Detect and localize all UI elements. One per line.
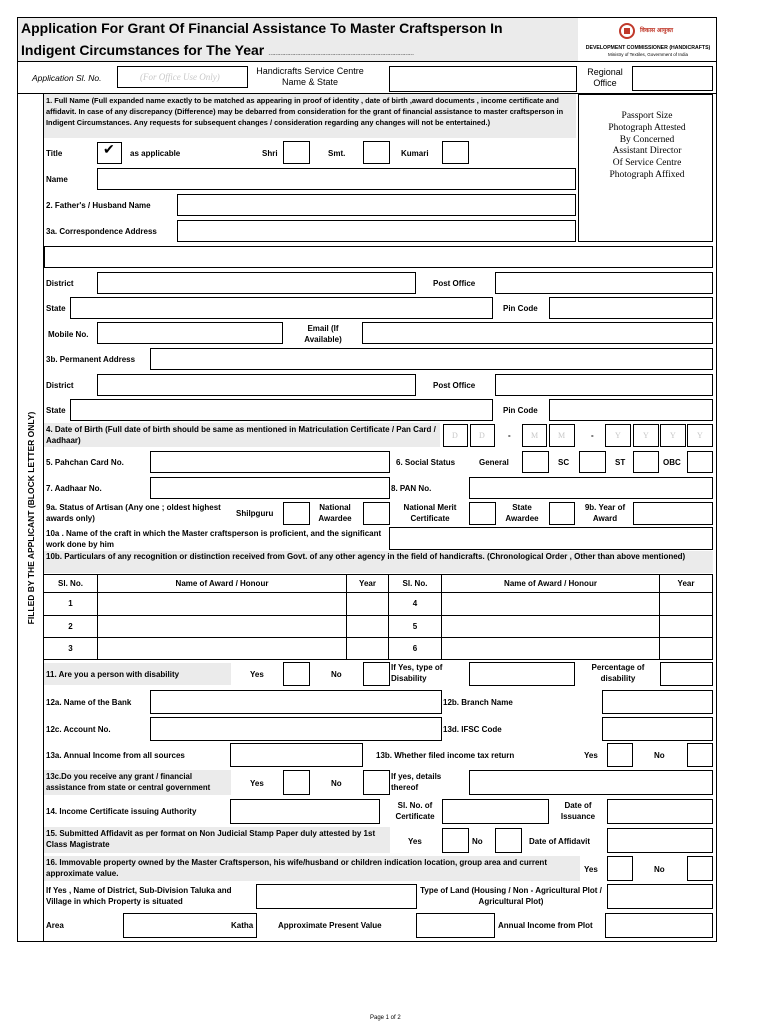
national-merit-label: National Merit Certificate — [403, 503, 457, 523]
title-label: Title — [46, 149, 63, 158]
dob-y1: Y — [615, 431, 621, 440]
property-no-checkbox[interactable] — [687, 856, 713, 881]
year-of-award-field[interactable] — [633, 502, 713, 525]
th-year-right: Year — [677, 579, 695, 588]
ifsc-field[interactable] — [602, 717, 713, 741]
dob-year-1[interactable] — [605, 424, 631, 447]
year-of-award-label: 9b. Year of Award — [584, 503, 626, 523]
table-row-sl: 2 — [68, 622, 73, 631]
tax-return-no-checkbox[interactable] — [687, 743, 713, 767]
craft-field[interactable] — [389, 527, 713, 550]
property-no-label: No — [654, 865, 665, 874]
grant-details-field[interactable] — [469, 770, 713, 795]
pin-code-field[interactable] — [549, 297, 713, 319]
affidavit-no-checkbox[interactable] — [495, 828, 522, 853]
land-type-label: Type of Land (Housing / Non - Agricultural Plot / Agricultural Plot) — [420, 886, 602, 906]
cert-sl-no-label: Sl. No. of Certificate — [395, 801, 435, 821]
disability-no-label: No — [331, 670, 342, 679]
dob-year-2[interactable] — [633, 424, 659, 447]
aadhaar-field[interactable] — [150, 477, 390, 499]
header-rule — [17, 61, 717, 62]
table-row-sl: 4 — [412, 599, 418, 608]
logo-org: DEVELOPMENT COMMISSIONER (HANDICRAFTS) — [585, 45, 711, 51]
pahchan-label: 5. Pahchan Card No. — [46, 458, 124, 467]
award-cell-3[interactable] — [98, 638, 346, 659]
office-use-note: (For Office Use Only) — [140, 72, 220, 82]
katha-label: Katha — [231, 921, 254, 930]
dob-y3: Y — [670, 431, 676, 440]
dob-month-1[interactable] — [522, 424, 547, 447]
state-field[interactable] — [70, 297, 493, 319]
shilpguru-checkbox[interactable] — [283, 502, 310, 525]
dob-d1: D — [452, 431, 458, 440]
district-label: District — [46, 279, 74, 288]
regional-office-field[interactable] — [632, 66, 713, 91]
plot-income-label: Annual Income from Plot — [498, 921, 593, 930]
perm-district-label: District — [46, 381, 74, 390]
dc-logo-icon — [616, 22, 638, 40]
shilpguru-label: Shilpguru — [236, 509, 274, 518]
pan-label: 8. PAN No. — [391, 484, 432, 493]
tax-return-yes-checkbox[interactable] — [607, 743, 633, 767]
photo-instructions: Passport Size Photograph Attested By Concerned Assistant Director Of Service Centre Photograph Affixed — [608, 111, 686, 180]
dob-dash-1: - — [508, 431, 511, 440]
perm-post-office-field[interactable] — [495, 374, 713, 396]
bank-name-label: 12a. Name of the Bank — [46, 698, 132, 707]
property-yes-label: Yes — [584, 865, 598, 874]
dob-y2: Y — [643, 431, 649, 440]
mobile-label: Mobile No. — [48, 330, 89, 339]
perm-state-label: State — [46, 406, 66, 415]
property-yes-checkbox[interactable] — [607, 856, 633, 881]
date-of-issuance-field[interactable] — [607, 799, 713, 824]
photo-box[interactable] — [578, 94, 713, 242]
disability-percentage-field[interactable] — [660, 662, 713, 686]
table-row-sl: 6 — [412, 644, 418, 653]
dob-y4: Y — [697, 431, 703, 440]
income-cert-field[interactable] — [230, 799, 380, 824]
annual-income-field[interactable] — [230, 743, 363, 767]
land-type-field[interactable] — [607, 884, 713, 909]
table-row-sl: 1 — [68, 599, 73, 608]
annual-income-label: 13a. Annual Income from all sources — [46, 751, 185, 760]
smt-checkbox[interactable] — [363, 141, 390, 164]
application-sl-label: Application Sl. No. — [32, 73, 102, 83]
disability-type-label: If Yes, type of Disability — [391, 663, 443, 683]
award-cell-2[interactable] — [98, 616, 346, 637]
obc-checkbox[interactable] — [687, 451, 713, 473]
disability-yes-checkbox[interactable] — [283, 662, 310, 686]
general-checkbox[interactable] — [522, 451, 549, 473]
th-award-name-right: Name of Award / Honour — [504, 579, 597, 588]
dob-m2: M — [558, 431, 566, 440]
obc-label: OBC — [663, 458, 681, 467]
property-label: 16. Immovable property owned by the Master Craftsperson, his wife/husband or children indication location, group area and current approximate value. — [46, 858, 547, 878]
as-applicable-label: as applicable — [130, 149, 181, 158]
perm-pin-code-field[interactable] — [549, 399, 713, 421]
dob-year-3[interactable] — [660, 424, 686, 447]
cert-sl-no-field[interactable] — [442, 799, 549, 824]
social-status-label: 6. Social Status — [396, 458, 456, 467]
state-label: State — [46, 304, 66, 313]
logo-hindi: विकास आयुक्त — [640, 28, 674, 34]
bank-name-field[interactable] — [150, 690, 442, 714]
grant-details-label: If yes, details thereof — [391, 772, 442, 792]
property-location-field[interactable] — [256, 884, 417, 909]
grant-no-checkbox[interactable] — [363, 770, 390, 795]
award-cell-4[interactable] — [442, 593, 659, 615]
tax-return-no-label: No — [654, 751, 665, 760]
disability-yes-label: Yes — [250, 670, 264, 679]
th-sl-no-right: Sl. No. — [402, 579, 428, 588]
permanent-address-field[interactable] — [150, 348, 713, 370]
th-sl-no-left: Sl. No. — [58, 579, 83, 588]
disability-type-field[interactable] — [469, 662, 575, 686]
perm-district-field[interactable] — [97, 374, 416, 396]
tax-return-yes-label: Yes — [584, 751, 598, 760]
table-row-sl: 3 — [68, 644, 73, 653]
form-title-line1: Application For Grant Of Financial Assistance To Master Craftsperson In — [21, 20, 503, 36]
year-field[interactable]: …………………………………………………………………………… — [268, 51, 414, 57]
full-name-instructions: 1. Full Name (Full expanded name exactly to be matched as appearing in proof of identity , date of birth ,award documents , income certificate and affidavit. In case of any discrepancy (Difference) may be debarred from consideration for the grant of financial assistance to master craftsperson in Indigent Circumstances. Any requests for subsequent changes / consideration regarding any changes will not be entertained.) — [46, 96, 564, 127]
affidavit-date-label: Date of Affidavit — [529, 837, 591, 846]
state-awardee-label: State Awardee — [505, 503, 539, 523]
income-cert-label: 14. Income Certificate issuing Authority — [46, 807, 197, 816]
kumari-checkbox[interactable] — [442, 141, 469, 164]
general-label: General — [479, 458, 509, 467]
approx-value-label: Approximate Present Value — [278, 921, 382, 930]
recognition-label: 10b. Particulars of any recognition or distinction received from Govt. of any other agency in the field of handicrafts. (Chronological Order , Other than above mentioned) — [46, 552, 686, 561]
dob-day-1[interactable] — [443, 424, 468, 447]
disability-no-checkbox[interactable] — [363, 662, 390, 686]
pin-code-label: Pin Code — [503, 304, 538, 313]
national-awardee-checkbox[interactable] — [363, 502, 390, 525]
affidavit-label: 15. Submitted Affidavit as per format on Non Judicial Stamp Paper duly attested by 1st Class Magistrate — [46, 829, 376, 849]
area-label: Area — [46, 921, 64, 930]
permanent-address-label: 3b. Permanent Address — [46, 355, 136, 364]
table-row-sl: 5 — [412, 622, 418, 631]
tax-return-label: 13b. Whether filed income tax return — [376, 751, 515, 760]
awards-table — [44, 574, 713, 660]
pahchan-field[interactable] — [150, 451, 390, 473]
disability-percentage-label: Percentage of disability — [591, 663, 645, 683]
st-label: ST — [615, 458, 626, 467]
dob-d2: D — [479, 431, 485, 440]
mobile-field[interactable] — [97, 322, 283, 344]
approx-value-field[interactable] — [416, 913, 495, 938]
email-label: Email (If Available) — [304, 324, 342, 344]
correspondence-address-field[interactable] — [177, 220, 576, 242]
disability-label: 11. Are you a person with disability — [46, 670, 180, 679]
post-office-field[interactable] — [495, 272, 713, 294]
grant-yes-checkbox[interactable] — [283, 770, 310, 795]
hsc-field[interactable] — [389, 66, 577, 92]
perm-post-office-label: Post Office — [433, 381, 476, 390]
grant-yes-label: Yes — [250, 779, 264, 788]
sc-label: SC — [558, 458, 570, 467]
national-merit-checkbox[interactable] — [469, 502, 496, 525]
shri-checkbox[interactable] — [283, 141, 310, 164]
name-label: Name — [46, 175, 68, 184]
plot-income-field[interactable] — [605, 913, 713, 938]
award-cell-6[interactable] — [442, 638, 659, 659]
award-cell-5[interactable] — [442, 616, 659, 637]
affidavit-date-field[interactable] — [607, 828, 713, 853]
property-location-label: If Yes , Name of District, Sub-Division Taluka and Village in which Property is situated — [46, 886, 232, 906]
grant-no-label: No — [331, 779, 342, 788]
date-of-issuance-label: Date of Issuance — [560, 801, 596, 821]
dob-month-2[interactable] — [549, 424, 575, 447]
email-field[interactable] — [362, 322, 713, 344]
dob-year-4[interactable] — [687, 424, 713, 447]
correspondence-address-label: 3a. Correspondence Address — [46, 227, 157, 236]
ifsc-label: 13d. IFSC Code — [443, 725, 502, 734]
post-office-label: Post Office — [433, 279, 476, 288]
affidavit-yes-label: Yes — [408, 837, 422, 846]
kumari-label: Kumari — [401, 149, 429, 158]
craft-label: 10a . Name of the craft in which the Master craftsperson is proficient, and the significant work done by him — [46, 529, 382, 549]
correspondence-address-line2[interactable] — [44, 246, 713, 268]
pan-field[interactable] — [469, 477, 713, 499]
branch-name-field[interactable] — [602, 690, 713, 714]
account-no-label: 12c. Account No. — [46, 725, 111, 734]
form-title-line2: Indigent Circumstances for The Year …………………………………………………………………………… — [21, 42, 414, 58]
national-awardee-label: National Awardee — [318, 503, 352, 523]
check-mark-icon: ✔ — [103, 141, 115, 157]
side-column-rule — [43, 93, 44, 942]
shri-label: Shri — [262, 149, 278, 158]
state-awardee-checkbox[interactable] — [549, 502, 575, 525]
artisan-status-label: 9a. Status of Artisan (Any one ; oldest highest awards only) — [46, 503, 221, 523]
smt-label: Smt. — [328, 149, 346, 158]
award-cell-1[interactable] — [98, 593, 346, 615]
father-name-field[interactable] — [177, 194, 576, 216]
father-name-label: 2. Father's / Husband Name — [46, 201, 151, 210]
th-year-left: Year — [359, 579, 376, 588]
name-field[interactable] — [97, 168, 576, 190]
st-checkbox[interactable] — [633, 451, 659, 473]
side-label: FILLED BY THE APPLICANT (BLOCK LETTER ONLY) — [26, 411, 36, 625]
grant-label: 13c.Do you receive any grant / financial assistance from state or central government — [46, 772, 211, 792]
logo-ministry: Ministry of Textiles, Government of India — [608, 52, 688, 57]
perm-state-field[interactable] — [70, 399, 493, 421]
dc-handicrafts-logo — [580, 20, 716, 60]
dob-day-2[interactable] — [470, 424, 495, 447]
account-no-field[interactable] — [150, 717, 442, 741]
dob-m1: M — [531, 431, 539, 440]
perm-pin-code-label: Pin Code — [503, 406, 538, 415]
affidavit-no-label: No — [472, 837, 483, 846]
district-field[interactable] — [97, 272, 416, 294]
dob-dash-2: - — [591, 431, 594, 440]
hsc-label: Handicrafts Service Centre Name & State — [256, 66, 364, 87]
branch-name-label: 12b. Branch Name — [443, 698, 513, 707]
affidavit-yes-checkbox[interactable] — [442, 828, 469, 853]
th-award-name-left: Name of Award / Honour — [175, 579, 269, 588]
sc-checkbox[interactable] — [579, 451, 606, 473]
dob-label: 4. Date of Birth (Full date of birth should be same as mentioned in Matriculation Certificate / Pan Card / Aadhaar) — [46, 425, 436, 445]
page-number: Page 1 of 2 — [370, 1015, 401, 1021]
regional-office-label: Regional Office — [587, 67, 623, 88]
aadhaar-label: 7. Aadhaar No. — [46, 484, 102, 493]
